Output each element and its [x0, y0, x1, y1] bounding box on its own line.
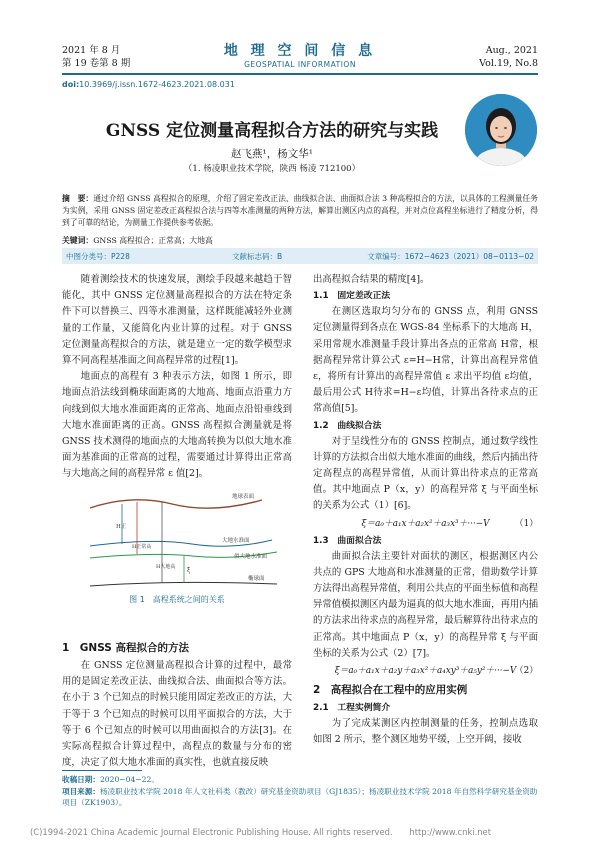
subsection-heading: 1.3 曲面拟合法: [313, 535, 382, 546]
issue-volume: 第 19 卷第 8 期: [62, 58, 131, 69]
figure-1-caption: 图 1 高程系统之间的关系: [129, 595, 225, 604]
label-h-ortho: H正: [116, 524, 127, 530]
keywords-label: 关键词：: [62, 236, 94, 245]
label-xi: ξ: [187, 567, 191, 574]
issue-volume-en: Vol.19, No.8: [479, 58, 538, 69]
project-label: 项目来源：: [62, 786, 100, 796]
header-right: [479, 44, 538, 70]
issue-date-en: Aug., 2021: [485, 45, 538, 56]
subsection-heading: 2.1 工程实例简介: [313, 703, 391, 714]
article-number: 文章编号：1672−4623（2021）08−0113−02: [367, 252, 534, 261]
clc-number: 中图分类号：P228: [66, 252, 130, 261]
received-date: 2020−04−22。: [99, 775, 159, 784]
section-heading: 2 高程拟合在工程中的应用实例: [313, 684, 468, 697]
column-left-bottom: [62, 638, 292, 771]
paragraph: 出高程拟合结果的精度[4]。: [313, 274, 430, 285]
paragraph: 曲面拟合法主要针对面状的测区，根据测区内公共点的 GPS 大地高和水准测量的正常，借助数学计算方法得出高程异常值，利用公共点的平面坐标值和高程异常值模拟测区内最为逼真的似大地水准面，再用内插的方法求出待求点的高程异常，最后解算待出待求点的正常高。其中地面点 P（x，y）的高程异常 ξ 与平面坐标的关系为公式（2）[7]。: [313, 550, 539, 659]
figure-1: [62, 488, 292, 600]
abstract: [62, 193, 538, 229]
doi-value[interactable]: 10.3969/j.issn.1672-4623.2021.08.031: [79, 80, 235, 89]
column-left-top: [62, 272, 292, 483]
formula-2-body: ξ＝a₀＋a₁x＋a₂y＋a₃x²＋a₄xy³＋a₅y²＋···−V: [334, 666, 517, 677]
author-portrait-icon: [465, 94, 537, 166]
formula-2-number: （2）: [514, 666, 538, 677]
copyright-line: (C)1994-2021 China Academic Journal Electronic Publishing House. All rights reserved. http://www.cnki.net: [30, 827, 491, 837]
label-ground: 地球表面: [232, 494, 255, 500]
classification-bar: [62, 248, 538, 264]
paper-authors: 赵飞燕¹，杨文华¹: [231, 148, 313, 160]
paper-title: GNSS 定位测量高程拟合方法的研究与实践: [105, 121, 439, 141]
column-right: [313, 272, 538, 748]
label-h-geo: H大地高: [156, 564, 176, 570]
footnote-rule: [62, 770, 142, 771]
journal-title-en: GEOSPATIAL INFORMATION: [244, 60, 356, 69]
ellipsoid-line: [90, 582, 277, 586]
formula-1-body: ξ＝a₀＋a₁x＋a₂x²＋a₃x³＋···−V: [361, 518, 490, 529]
label-h-normal: H正常高: [132, 544, 152, 550]
paper-affiliation: （1. 杨凌职业技术学院，陕西 杨凌 712100）: [183, 164, 361, 174]
formula-2: [313, 662, 538, 680]
issue-date: 2021 年 8 月: [62, 45, 121, 56]
formula-1-number: （1）: [514, 518, 538, 529]
section-heading: 1 GNSS 高程拟合的方法: [62, 642, 190, 654]
elevation-diagram: [62, 488, 292, 600]
header-rule: [62, 73, 538, 75]
author-photo: [465, 94, 537, 166]
paragraph: 在测区选取均匀分布的 GNSS 点，利用 GNSS 定位测量得到各点在 WGS-84 坐标系下的大地高 H，采用常规水准测量手段计算出各点的正常高 H常，根据高程异常计算公式 ε=H−H常，计算出高程异常值 ε，将所有计算出的高程异常值 ε 求出平均值 ε均值，最后用公式 H待求=H−ε均值，计算出各待求点的正常高值[5]。: [313, 306, 538, 415]
received-label: 收稿日期：: [62, 775, 100, 784]
label-ellipsoid: 椭球面: [248, 576, 265, 582]
document-code: 文献标志码：B: [232, 252, 283, 261]
paragraph: 在 GNSS 定位测量高程拟合计算的过程中，最常用的是固定差改正法、曲线拟合法、曲面拟合等方法。在小于 3 个已知点的时候只能用固定差改正的方法，大于等于 3 个已知点的时候可以用平面拟合的方法，大于等于 6 个已知点的时候可以用曲面拟合的方法[3]。在实际高程拟合计算过程中，高程点的数量与分布的密度，决定了似大地水准面的真实性，也就直接反映: [62, 660, 292, 769]
keywords: [62, 235, 538, 247]
doi-label: doi:: [62, 80, 80, 89]
subsection-heading: 1.2 曲线拟合法: [313, 420, 382, 431]
journal-title-cn: 地 理 空 间 信 息: [223, 43, 377, 59]
paragraph: 随着测绘技术的快速发展，测绘手段越来越趋于智能化，其中 GNSS 定位测量高程拟合的方法在特定条件下可以替换三、四等水准测量，这样既能减轻外业测量的工作量，又能简化内业计算的过程。对于 GNSS 定位测量高程拟合的方法，就是建立一定的数学模型求算不同高程基准面之间高程异常的过程[1]。: [62, 274, 292, 367]
label-quasi-geoid: 似大地水准面: [234, 554, 268, 560]
footnote: [62, 774, 538, 809]
abstract-label: 摘 要：: [62, 194, 94, 203]
doi-line[interactable]: [62, 80, 235, 89]
keywords-text: GNSS 高程拟合；正常高；大地高: [93, 236, 213, 245]
paragraph: 地面点的高程有 3 种表示方法，如图 1 所示，即地面点沿法线到椭球面距离的大地高、地面点沿重力方向线到似大地水准面距离的正常高、地面点沿铅垂线到大地水准面距离的正高。GNSS 高程拟合测量就是将 GNSS 技术测得的地面点的大地高转换为以似大地水准面为基准面的正常高的过程，需要通过计算得出正常高与大地高之间的高程异常 ε 值[2]。: [62, 371, 292, 480]
paragraph: 对于呈线性分布的 GNSS 控制点，通过数学线性计算的方法拟合出似大地水准面的曲线，然后内插出待定高程点的高程异常值，从而计算出待求点的正常高值。其中地面点 P（x，y）的高程异常 ξ 与平面坐标的关系为公式（1）[6]。: [313, 435, 539, 512]
paragraph: 为了完成某测区内控制测量的任务，控制点选取如图 2 所示，整个测区地势平缓，上空开阔，接收: [313, 718, 538, 746]
formula-1: [313, 515, 538, 533]
abstract-text: 通过介绍 GNSS 高程拟合的原理，介绍了固定差改正法、曲线拟合法、曲面拟合法 3 种高程拟合的方法，以具体的工程测量任务为实例，采用 GNSS 固定差改正高程拟合法与四等水准测量的两种方法，解算出测区内点的高程，并对点位高程坐标进行了精度分析，得到了可靠的结论，为测量工作提供参考依据。: [62, 194, 538, 227]
label-geoid: 大地水准面: [222, 538, 250, 544]
project-text: 杨凌职业技术学院 2018 年人文社科类（教改）研究基金资助项目（GJ1835）；杨凌职业技术学院 2018 年自然科学研究基金资助项目（ZK1903）。: [62, 786, 538, 807]
subsection-heading: 1.1 固定差改正法: [313, 291, 391, 302]
ground-surface-line: [90, 500, 262, 508]
